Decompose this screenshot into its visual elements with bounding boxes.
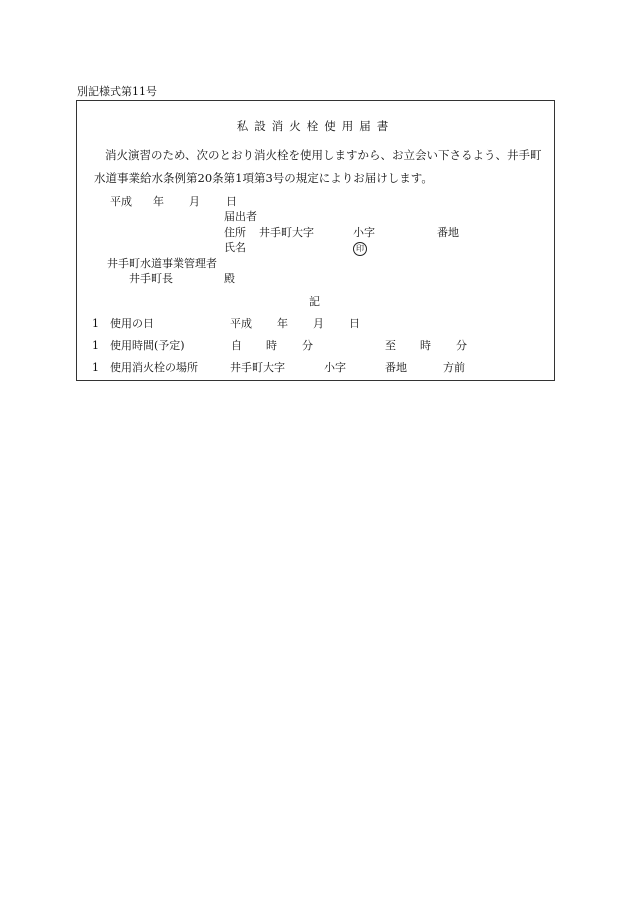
recipient-title: 井手町長: [129, 272, 173, 285]
item1-month: 月: [313, 317, 324, 330]
item3-num: 1: [92, 361, 99, 374]
seal-mark: 印: [353, 242, 367, 256]
item3-banchi: 番地: [385, 361, 407, 374]
item1-year: 年: [277, 317, 288, 330]
item3-town: 井手町大字: [230, 361, 285, 374]
item1-label: 使用の日: [110, 317, 154, 330]
body-text-line-2: 水道事業給水条例第20条第1項第3号の規定によりお届けします。: [94, 171, 433, 185]
recipient-honorific: 殿: [224, 272, 235, 285]
ki-mark: 記: [309, 295, 320, 308]
address-banchi: 番地: [437, 226, 459, 239]
address-koaza: 小字: [353, 226, 375, 239]
item3-koaza: 小字: [324, 361, 346, 374]
item2-from-hour: 時: [266, 339, 277, 352]
recipient-org: 井手町水道事業管理者: [107, 257, 217, 270]
item2-label: 使用時間(予定): [110, 339, 185, 352]
item3-label: 使用消火栓の場所: [110, 361, 198, 374]
item1-era: 平成: [230, 317, 252, 330]
date-day: 日: [226, 195, 237, 208]
date-era: 平成: [110, 195, 132, 208]
form-number: 別記様式第11号: [77, 85, 157, 98]
address-label: 住所: [224, 226, 246, 239]
item2-num: 1: [92, 339, 99, 352]
item2-to-hour: 時: [420, 339, 431, 352]
item2-to-min: 分: [456, 339, 467, 352]
item2-to: 至: [385, 339, 396, 352]
item2-from: 自: [231, 339, 242, 352]
item3-front: 方前: [443, 361, 465, 374]
item2-from-min: 分: [302, 339, 313, 352]
item1-day: 日: [349, 317, 360, 330]
name-label: 氏名: [224, 241, 246, 254]
date-month: 月: [189, 195, 200, 208]
form-title: 私設消火栓使用届書: [236, 119, 395, 133]
date-year: 年: [153, 195, 164, 208]
address-town: 井手町大字: [259, 226, 314, 239]
applicant-label: 届出者: [224, 210, 257, 223]
body-text-line-1: 消火演習のため、次のとおり消火栓を使用しますから、お立会い下さるよう、井手町: [105, 148, 542, 162]
item1-num: 1: [92, 317, 99, 330]
